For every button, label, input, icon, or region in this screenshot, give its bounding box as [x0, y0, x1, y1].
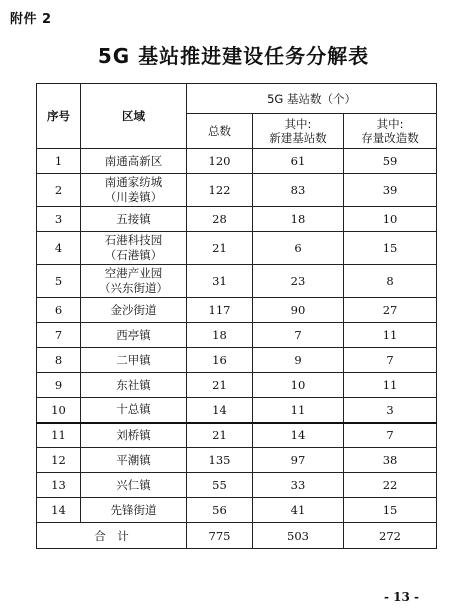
row-total: 55 [187, 473, 253, 498]
table-row [37, 373, 437, 398]
document-title: 5G 基站推进建设任务分解表 [97, 44, 370, 68]
row-area-line: 南通高新区 [104, 153, 163, 168]
row-new: 9 [253, 348, 344, 373]
row-upgrade: 59 [344, 149, 437, 174]
row-upgrade: 7 [344, 423, 437, 448]
row-seq: 6 [37, 298, 81, 323]
row-seq: 7 [37, 323, 81, 348]
row-area-line: 空港产业园 [104, 266, 163, 280]
row-total: 16 [187, 348, 253, 373]
row-seq: 13 [37, 473, 81, 498]
row-area-line: 平潮镇 [116, 452, 151, 467]
row-area [81, 174, 187, 207]
table-row [37, 473, 437, 498]
row-area [81, 265, 187, 298]
row-seq: 5 [37, 265, 81, 298]
row-new: 7 [253, 323, 344, 348]
row-area-line: 二甲镇 [116, 352, 151, 367]
header-new-line1: 其中: [284, 117, 312, 131]
row-area-line: 石港科技园 [104, 233, 163, 247]
table-row [37, 232, 437, 265]
row-seq: 9 [37, 373, 81, 398]
row-area-line: 东社镇 [116, 377, 151, 392]
row-upgrade: 11 [344, 373, 437, 398]
row-upgrade: 39 [344, 174, 437, 207]
row-area-line: 兴仁镇 [116, 477, 151, 492]
row-new: 11 [253, 398, 344, 423]
header-seq: 序号 [37, 84, 81, 149]
page-number: - 13 - [383, 590, 419, 604]
table-row [37, 174, 437, 207]
footer-label: 合 计 [37, 523, 187, 549]
row-new: 83 [253, 174, 344, 207]
row-new: 61 [253, 149, 344, 174]
row-upgrade: 8 [344, 265, 437, 298]
row-area-line: （川姜镇） [104, 190, 163, 204]
header-upgrade [344, 114, 437, 149]
header-new [253, 114, 344, 149]
header-upgrade-line1: 其中: [376, 117, 404, 131]
row-total: 56 [187, 498, 253, 523]
row-area-line: 西亭镇 [116, 327, 151, 342]
row-area [81, 498, 187, 523]
row-seq: 11 [37, 423, 81, 448]
row-area [81, 323, 187, 348]
footer-total: 775 [187, 523, 253, 549]
row-new: 6 [253, 232, 344, 265]
row-seq: 1 [37, 149, 81, 174]
row-upgrade: 11 [344, 323, 437, 348]
row-seq: 2 [37, 174, 81, 207]
row-total: 21 [187, 423, 253, 448]
row-new: 33 [253, 473, 344, 498]
row-seq: 3 [37, 207, 81, 232]
row-area [81, 348, 187, 373]
row-new: 23 [253, 265, 344, 298]
row-total: 21 [187, 373, 253, 398]
row-seq: 4 [37, 232, 81, 265]
table-row [37, 298, 437, 323]
row-area-line: 先锋街道 [110, 502, 157, 517]
row-seq: 12 [37, 448, 81, 473]
row-new: 10 [253, 373, 344, 398]
row-total: 135 [187, 448, 253, 473]
row-area-line: 刘桥镇 [116, 427, 151, 442]
attachment-label: 附件 2 [10, 12, 52, 27]
row-upgrade: 3 [344, 398, 437, 423]
row-seq: 14 [37, 498, 81, 523]
row-total: 117 [187, 298, 253, 323]
row-total: 28 [187, 207, 253, 232]
row-upgrade: 15 [344, 498, 437, 523]
table-row [37, 265, 437, 298]
table-row [37, 423, 437, 448]
row-upgrade: 15 [344, 232, 437, 265]
row-total: 18 [187, 323, 253, 348]
row-total: 122 [187, 174, 253, 207]
row-new: 97 [253, 448, 344, 473]
row-upgrade: 38 [344, 448, 437, 473]
header-new-line2: 新建基站数 [269, 131, 327, 145]
row-seq: 10 [37, 398, 81, 423]
row-area-line: 十总镇 [116, 402, 151, 417]
table-row [37, 348, 437, 373]
row-area [81, 232, 187, 265]
table-row [37, 448, 437, 473]
row-seq: 8 [37, 348, 81, 373]
row-upgrade: 10 [344, 207, 437, 232]
header-area: 区域 [81, 84, 187, 149]
row-upgrade: 22 [344, 473, 437, 498]
row-area [81, 473, 187, 498]
row-area [81, 423, 187, 448]
footer-new: 503 [253, 523, 344, 549]
row-total: 21 [187, 232, 253, 265]
row-area-line: 南通家纺城 [104, 175, 163, 189]
header-upgrade-line2: 存量改造数 [361, 131, 419, 145]
row-total: 14 [187, 398, 253, 423]
row-new: 41 [253, 498, 344, 523]
row-area [81, 298, 187, 323]
row-new: 90 [253, 298, 344, 323]
header-total: 总数 [187, 114, 253, 149]
base-station-table [36, 83, 437, 549]
row-area-line: （石港镇） [104, 248, 163, 262]
table-body [37, 149, 437, 523]
row-area-line: 五接镇 [116, 211, 151, 226]
footer-upgrade: 272 [344, 523, 437, 549]
table-row [37, 149, 437, 174]
row-total: 120 [187, 149, 253, 174]
header-group: 5G 基站数（个） [187, 84, 437, 114]
row-new: 18 [253, 207, 344, 232]
row-total: 31 [187, 265, 253, 298]
row-area-line: 金沙街道 [110, 302, 157, 317]
table-row [37, 498, 437, 523]
row-new: 14 [253, 423, 344, 448]
row-area [81, 448, 187, 473]
row-area [81, 398, 187, 423]
row-area [81, 207, 187, 232]
row-area [81, 373, 187, 398]
row-area [81, 149, 187, 174]
table-row [37, 323, 437, 348]
table-row [37, 398, 437, 423]
row-upgrade: 7 [344, 348, 437, 373]
table-row [37, 207, 437, 232]
row-area-line: （兴东街道） [99, 281, 168, 295]
row-upgrade: 27 [344, 298, 437, 323]
